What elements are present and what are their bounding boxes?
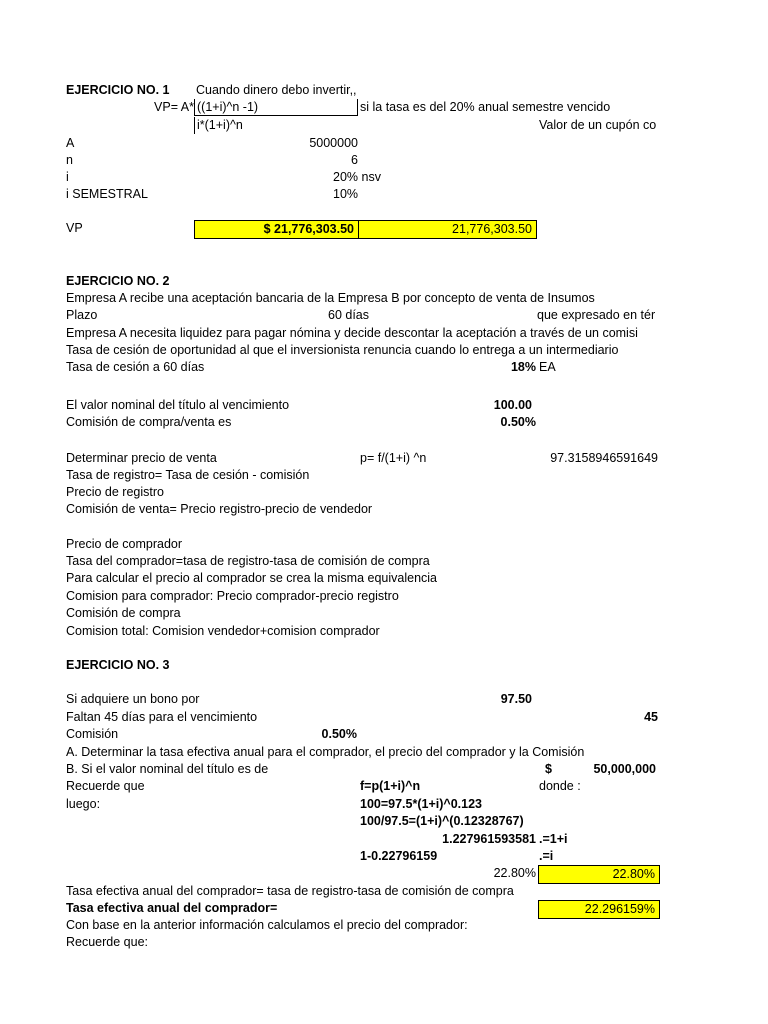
ej1-vp-formula: VP= A* [154, 100, 194, 114]
ej2-plazo-note: que expresado en tér [537, 308, 656, 322]
ej2-comision-total: Comision total: Comision vendedor+comision comprador [66, 624, 380, 638]
ej2-comision-venta: Comisión de venta= Precio registro-precio de vendedor [66, 502, 373, 516]
ej3-comision-label: Comisión [66, 727, 119, 741]
ej1-vp-value-2: 21,776,303.50 [358, 220, 537, 239]
ej1-a-label: A [66, 136, 75, 150]
ej2-precio-venta-label: Determinar precio de venta [66, 451, 217, 465]
ej3-recuerde2: Recuerde que: [66, 935, 149, 949]
ej1-condition: si la tasa es del 20% anual semestre vencido [360, 100, 611, 114]
ej2-precio-registro: Precio de registro [66, 485, 164, 499]
ej1-isem-value: 10% [333, 187, 359, 201]
ej3-tasa-comprador-label: Tasa efectiva anual del comprador= [66, 901, 278, 915]
ej2-comision-value: 0.50% [500, 415, 536, 429]
ej2-tasa60-label: Tasa de cesión a 60 días [66, 360, 205, 374]
ej3-formula1: f=p(1+i)^n [360, 779, 421, 793]
ej1-numerator: ((1+i)^n -1) [194, 99, 358, 116]
ej2-line3: Empresa A necesita liquidez para pagar nómina y decide descontar la aceptación a través de un comisi [66, 326, 638, 340]
ej3-faltan-value: 45 [644, 710, 658, 724]
ej3-rhs5: .=i [539, 849, 554, 863]
ej3-formula2: 100=97.5*(1+i)^0.123 [360, 797, 482, 811]
ej2-comision-label: Comisión de compra/venta es [66, 415, 232, 429]
ej1-isem-label: i SEMESTRAL [66, 187, 148, 201]
ej2-line4: Tasa de cesión de oportunidad al que el inversionista renuncia cuando lo entrega a un intermediario [66, 343, 619, 357]
ej1-i-label: i [66, 170, 69, 184]
ej3-luego-label: luego: [66, 797, 101, 811]
ej1-denominator: i*(1+i)^n [194, 117, 358, 134]
ej1-question: Cuando dinero debo invertir,, [196, 83, 357, 97]
ej3-recuerde-label: Recuerde que [66, 779, 145, 793]
ej3-task-b: B. Si el valor nominal del título es de [66, 762, 269, 776]
ej3-bono-label: Si adquiere un bono por [66, 692, 200, 706]
ej3-value6b: 22.80% [538, 865, 660, 884]
ej2-line1: Empresa A recibe una aceptación bancaria de la Empresa B por concepto de venta de Insumos [66, 291, 595, 305]
ej1-i-value: 20% nsv [333, 170, 381, 184]
ej2-precio-comprador: Precio de comprador [66, 537, 183, 551]
ej2-tasa60-value: 18% [510, 360, 536, 374]
ej3-value6a: 22.80% [493, 866, 536, 880]
ej3-comision-value: 0.50% [321, 727, 357, 741]
ej1-n-value: 6 [351, 153, 358, 167]
ej2-tasa-registro: Tasa de registro= Tasa de cesión - comisión [66, 468, 310, 482]
ej3-task-a: A. Determinar la tasa efectiva anual para el comprador, el precio del comprador y la Comisión [66, 745, 585, 759]
ej1-vp-label: VP [66, 221, 83, 235]
ej2-tasa60-unit: EA [539, 360, 556, 374]
ej1-coupon: Valor de un cupón co [539, 118, 657, 132]
ej3-tasa-comprador-value: 22.296159% [538, 900, 660, 919]
ej1-n-label: n [66, 153, 73, 167]
ej3-bono-value: 97.50 [500, 692, 532, 706]
ej3-dollar: $ [545, 762, 552, 776]
ej3-title: EJERCICIO NO. 3 [66, 658, 170, 672]
ej2-plazo-value: 60 días [328, 308, 370, 322]
ej1-vp-value-1: $ 21,776,303.50 [194, 220, 359, 239]
ej3-con-base: Con base en la anterior información calculamos el precio del comprador: [66, 918, 468, 932]
ej2-comision-comprador: Comision para comprador: Precio comprador-precio registro [66, 589, 399, 603]
ej3-donde: donde : [539, 779, 581, 793]
ej3-tasa-comprador-eq: Tasa efectiva anual del comprador= tasa de registro-tasa de comisión de compra [66, 884, 514, 898]
ej3-rhs4: .=1+i [539, 832, 568, 846]
ej3-faltan-label: Faltan 45 días para el vencimiento [66, 710, 258, 724]
ej2-comision-compra: Comisión de compra [66, 606, 181, 620]
ej3-formula3: 100/97.5=(1+i)^(0.12328767) [360, 814, 524, 828]
ej3-nominal-value: 50,000,000 [593, 762, 656, 776]
ej3-formula5: 1-0.22796159 [360, 849, 438, 863]
ej2-plazo-label: Plazo [66, 308, 98, 322]
ej2-nominal-label: El valor nominal del título al vencimiento [66, 398, 290, 412]
ej2-precio-formula: p= f/(1+i) ^n [360, 451, 427, 465]
ej1-title: EJERCICIO NO. 1 [66, 83, 170, 97]
ej2-tasa-comprador: Tasa del comprador=tasa de registro-tasa de comisión de compra [66, 554, 430, 568]
ej2-title: EJERCICIO NO. 2 [66, 274, 170, 288]
ej2-nominal-value: 100.00 [493, 398, 532, 412]
ej2-equivalencia: Para calcular el precio al comprador se crea la misma equivalencia [66, 571, 438, 585]
ej1-a-value: 5000000 [309, 136, 358, 150]
ej3-value4: 1.227961593581 [442, 832, 536, 846]
ej2-precio-value: 97.3158946591649 [550, 451, 658, 465]
